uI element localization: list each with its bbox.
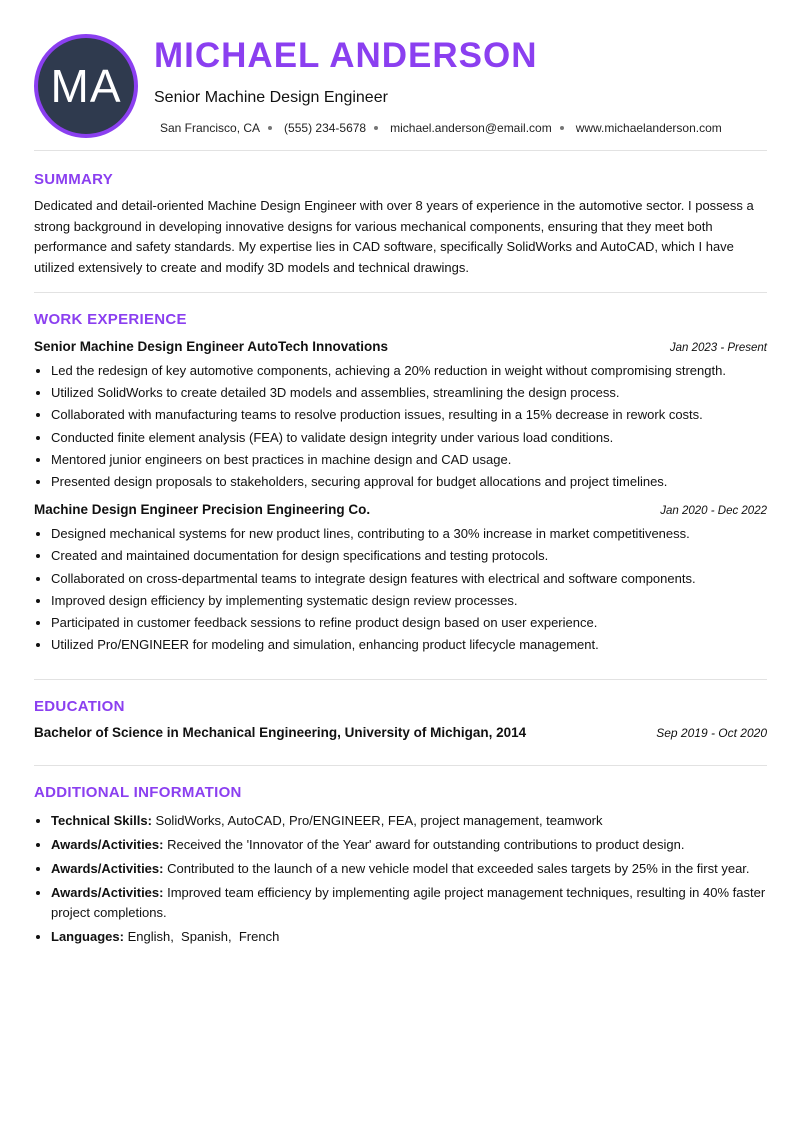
list-item: • Improved design efficiency by implementing systematic design review processes. bbox=[51, 590, 767, 612]
section-heading-summary: SUMMARY bbox=[34, 171, 114, 188]
list-item: • Led the redesign of key automotive components, achieving a 20% reduction in weight without compromising strength. bbox=[51, 360, 767, 382]
contact-website[interactable]: www.michaelanderson.com bbox=[575, 121, 722, 135]
list-item bbox=[51, 859, 767, 879]
summary-section bbox=[34, 171, 767, 278]
list-item: • Conducted finite element analysis (FEA) to validate design integrity under various load conditions. bbox=[51, 427, 767, 449]
info-label: Languages: bbox=[51, 929, 124, 945]
list-item: • Designed mechanical systems for new product lines, contributing to a 30% increase in market competitiveness. bbox=[51, 523, 767, 545]
candidate-title: Senior Machine Design Engineer bbox=[154, 89, 388, 106]
job-bullets bbox=[34, 360, 767, 493]
list-item bbox=[51, 811, 767, 831]
list-item bbox=[51, 927, 767, 947]
summary-text: Dedicated and detail-oriented Machine Design Engineer with over 8 years of experience in the automotive sector. I possess a strong background in developing innovative designs for various mechanical components, ensuring that they meet both performance and safety standards. My expertise lies in CAD software, specifically SolidWorks and AutoCAD, which I have utilized extensively to create and modify 3D models and technical drawings. bbox=[34, 198, 754, 275]
resume-header bbox=[34, 34, 767, 150]
section-divider bbox=[34, 679, 767, 680]
separator-dot bbox=[268, 126, 272, 130]
list-item: • Collaborated with manufacturing teams to resolve production issues, resulting in a 15% decrease in rework costs. bbox=[51, 404, 767, 426]
additional-list bbox=[34, 811, 767, 947]
info-text: Received the 'Innovator of the Year' award for outstanding contributions to product design. bbox=[163, 837, 685, 853]
avatar-initials: MA bbox=[50, 60, 122, 112]
education-dates: Sep 2019 - Oct 2020 bbox=[656, 726, 767, 741]
section-heading-education: EDUCATION bbox=[34, 698, 125, 716]
info-text: English, Spanish, French bbox=[123, 929, 280, 945]
section-heading-additional: ADDITIONAL INFORMATION bbox=[34, 784, 242, 802]
contact-phone: (555) 234-5678 bbox=[284, 121, 390, 135]
list-item: • Created and maintained documentation for design specifications and testing protocols. bbox=[51, 545, 767, 567]
info-label: Awards/Activities: bbox=[51, 885, 164, 901]
list-item bbox=[51, 835, 767, 855]
info-label: Technical Skills: bbox=[51, 813, 152, 829]
contact-location: San Francisco, CA bbox=[160, 121, 284, 135]
job-title: Machine Design Engineer Precision Engineering Co. bbox=[34, 502, 371, 518]
section-heading-experience: WORK EXPERIENCE bbox=[34, 311, 187, 328]
list-item: • Utilized Pro/ENGINEER for modeling and simulation, enhancing product lifecycle management. bbox=[51, 634, 767, 656]
info-label: Awards/Activities: bbox=[51, 837, 164, 853]
education-degree: Bachelor of Science in Mechanical Engineering, University of Michigan, 2014 bbox=[34, 725, 527, 741]
job-title: Senior Machine Design Engineer AutoTech Innovations bbox=[34, 339, 389, 354]
education-section bbox=[34, 698, 767, 740]
section-divider bbox=[34, 150, 767, 151]
avatar bbox=[34, 34, 138, 138]
list-item: • Collaborated on cross-departmental teams to integrate design features with electrical and software components. bbox=[51, 568, 767, 590]
list-item: • Utilized SolidWorks to create detailed 3D models and assemblies, streamlining the design process. bbox=[51, 382, 767, 404]
list-item bbox=[51, 883, 767, 923]
job-dates: Jan 2020 - Dec 2022 bbox=[660, 505, 767, 518]
section-divider bbox=[34, 765, 767, 766]
job-entry bbox=[34, 339, 767, 493]
list-item: • Presented design proposals to stakeholders, securing approval for budget allocations and project timelines. bbox=[51, 471, 767, 493]
separator-dot bbox=[374, 126, 378, 130]
contact-info bbox=[160, 121, 722, 135]
additional-section bbox=[34, 784, 767, 947]
candidate-name: MICHAEL ANDERSON bbox=[154, 36, 538, 75]
contact-email[interactable]: michael.anderson@email.com bbox=[390, 121, 576, 135]
experience-section bbox=[34, 311, 767, 656]
job-entry bbox=[34, 502, 767, 656]
separator-dot bbox=[560, 126, 564, 130]
list-item: • Mentored junior engineers on best practices in machine design and CAD usage. bbox=[51, 449, 767, 471]
info-label: Awards/Activities: bbox=[51, 861, 164, 877]
resume-page bbox=[34, 34, 767, 951]
list-item: • Participated in customer feedback sessions to refine product design based on user experience. bbox=[51, 612, 767, 634]
info-text: SolidWorks, AutoCAD, Pro/ENGINEER, FEA, project management, teamwork bbox=[151, 813, 603, 829]
job-bullets bbox=[34, 523, 767, 656]
info-text: Improved team efficiency by implementing agile project management techniques, resulting in 40% faster project completions. bbox=[51, 885, 766, 921]
section-divider bbox=[34, 292, 767, 293]
info-text: Contributed to the launch of a new vehicle model that exceeded sales targets by 25% in the first year. bbox=[163, 861, 750, 877]
job-dates: Jan 2023 - Present bbox=[669, 342, 767, 354]
